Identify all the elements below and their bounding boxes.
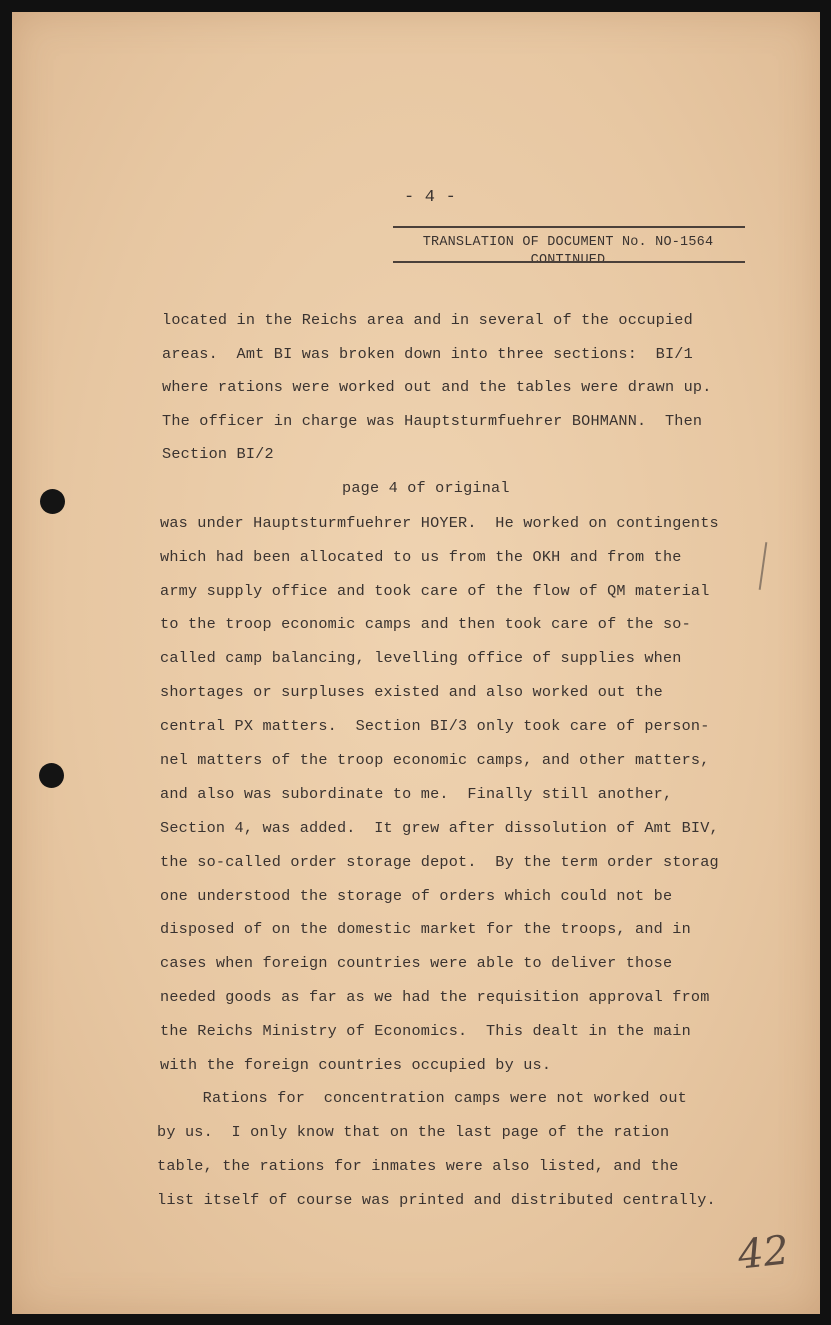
punch-hole-bottom — [39, 763, 64, 788]
body-line: cases when foreign countries were able to deliver those — [160, 954, 673, 972]
document-header — [392, 234, 744, 270]
body-line: Rations for concentration camps were not worked out — [184, 1089, 687, 1107]
body-line: areas. Amt BI was broken down into three sections: BI/1 — [162, 345, 693, 363]
body-line: disposed of on the domestic market for the troops, and in — [160, 920, 691, 938]
header-rule-bottom — [393, 261, 745, 263]
body-line: nel matters of the troop economic camps, and other matters, — [160, 751, 710, 769]
body-line: by us. I only know that on the last page of the ration — [157, 1123, 670, 1141]
body-line: the so-called order storage depot. By the term order storag — [160, 853, 719, 871]
body-line: central PX matters. Section BI/3 only took care of person- — [160, 717, 710, 735]
body-line: one understood the storage of orders which could not be — [160, 887, 673, 905]
handwritten-folio-number: 42 — [735, 1227, 792, 1279]
body-line: army supply office and took care of the flow of QM material — [160, 582, 710, 600]
body-line: called camp balancing, levelling office of supplies when — [160, 649, 682, 667]
body-line: with the foreign countries occupied by us. — [160, 1056, 552, 1074]
body-line: located in the Reichs area and in several of the occupied — [162, 311, 693, 329]
body-line: Section 4, was added. It grew after dissolution of Amt BIV, — [160, 819, 719, 837]
body-line: table, the rations for inmates were also listed, and the — [157, 1157, 679, 1175]
body-line: Section BI/2 — [162, 445, 274, 463]
header-title: TRANSLATION OF DOCUMENT No. NO-1564 — [422, 235, 714, 250]
body-line: where rations were worked out and the tables were drawn up. — [162, 378, 712, 396]
body-line: which had been allocated to us from the OKH and from the — [160, 548, 682, 566]
body-line: to the troop economic camps and then took care of the so- — [160, 615, 691, 633]
original-page-note: page 4 of original — [342, 479, 510, 497]
body-line: was under Hauptsturmfuehrer HOYER. He worked on contingents — [160, 514, 719, 532]
document-page — [12, 12, 820, 1314]
page-number: - 4 - — [404, 188, 457, 207]
body-line: The officer in charge was Hauptsturmfuehrer BOHMANN. Then — [162, 412, 703, 430]
body-line: shortages or surpluses existed and also worked out the — [160, 683, 663, 701]
header-rule-top — [393, 226, 745, 228]
body-line: the Reichs Ministry of Economics. This dealt in the main — [160, 1022, 691, 1040]
body-line: needed goods as far as we had the requisition approval from — [160, 988, 710, 1006]
body-line: and also was subordinate to me. Finally still another, — [160, 785, 673, 803]
body-line: list itself of course was printed and distributed centrally. — [157, 1191, 716, 1209]
pencil-margin-mark — [759, 542, 768, 590]
punch-hole-top — [40, 489, 65, 514]
